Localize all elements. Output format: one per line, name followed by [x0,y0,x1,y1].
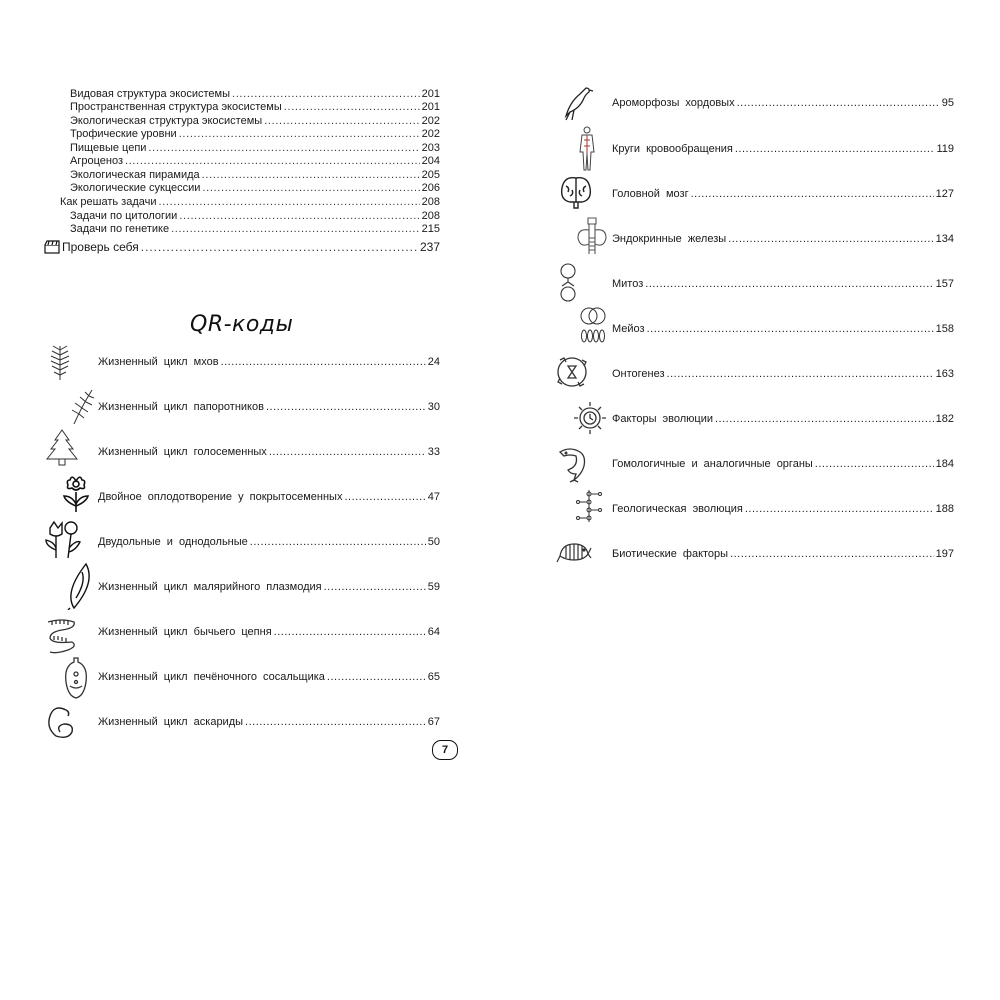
qr-entry[interactable]: Жизненный цикл печёночного сосальщика ..... 65 [98,671,440,684]
toc-entry[interactable]: Агроценоз . . . 204 [70,155,440,168]
qr-entry[interactable]: Онтогенез ..... 163 [612,368,954,381]
flower-icon [56,474,96,514]
thyroid-icon [572,216,612,256]
qr-entry[interactable]: Факторы эволюции ..... 182 [612,413,954,426]
ontogenesis-icon [554,354,590,390]
fern-icon [62,386,102,426]
meiosis-icon [578,306,608,346]
qr-entry[interactable]: Жизненный цикл папоротников ..... 30 [98,401,440,414]
qr-entry[interactable]: Жизненный цикл мхов ..... 24 [98,356,440,369]
toc-entry[interactable]: Экологическая структура экосистемы . . . 202 [70,115,440,128]
toc-entry-check-yourself[interactable]: Проверь себя . . . 237 [62,241,440,254]
roundworm-icon [40,702,80,742]
dolphin-icon [556,444,596,484]
fluke-icon [56,656,96,700]
mitosis-icon [554,262,582,304]
fir-tree-icon [42,428,82,468]
right-page [500,0,1000,1000]
toc-entry[interactable]: Трофические уровни . . . 202 [70,128,440,141]
qr-entry[interactable]: Ароморфозы хордовых ..... 95 [612,97,954,110]
qr-codes-heading: QR-коды [190,312,294,337]
qr-entry[interactable]: Эндокринные железы ..... 134 [612,233,954,246]
qr-entry[interactable]: Гомологичные и аналогичные органы ..... 184 [612,458,954,471]
toc-entry[interactable]: Задачи по генетике . . . 215 [70,223,440,236]
toc-entry[interactable]: Видовая структура экосистемы . . . 201 [70,88,440,101]
qr-entry[interactable]: Биотические факторы ..... 197 [612,548,954,561]
qr-entry[interactable]: Мейоз ..... 158 [612,323,954,336]
tapeworm-icon [42,616,82,656]
gear-clock-icon [572,400,608,436]
page-number: 7 [432,740,458,760]
toc-entry[interactable]: Как решать задачи . . . 208 [60,196,440,209]
qr-entry[interactable]: Жизненный цикл бычьего цепня ..... 64 [98,626,440,639]
circulation-icon [574,126,600,172]
qr-entry[interactable]: Двудольные и однодольные ..... 50 [98,536,440,549]
qr-entry[interactable]: Головной мозг ..... 127 [612,188,954,201]
toc-entry[interactable]: Задачи по цитологии . . . 208 [70,210,440,223]
qr-entry[interactable]: Жизненный цикл голосеменных ..... 33 [98,446,440,459]
tulip-icon [42,520,82,560]
toc-entry[interactable]: Пространственная структура экосистемы . . . 201 [70,101,440,114]
moss-icon [40,342,80,382]
qr-entry[interactable]: Круги кровообращения ..... 119 [612,143,954,156]
toc-entry[interactable]: Экологическая пирамида . . . 205 [70,169,440,182]
clapperboard-icon [44,240,60,254]
qr-entry[interactable]: Жизненный цикл аскариды ..... 67 [98,716,440,729]
toc-entry[interactable]: Экологические сукцессии . . . 206 [70,182,440,195]
timeline-icon [574,488,604,524]
toc-entry[interactable]: Пищевые цепи . . . 203 [70,142,440,155]
qr-entry[interactable]: Геологическая эволюция ..... 188 [612,503,954,516]
shrimp-icon [556,536,592,568]
qr-entry[interactable]: Двойное оплодотворение у покрытосеменных ..... 47 [98,491,440,504]
qr-entry[interactable]: Митоз ..... 157 [612,278,954,291]
brain-icon [556,172,596,212]
bird-icon [556,82,596,122]
qr-entry[interactable]: Жизненный цикл малярийного плазмодия ..... 59 [98,581,440,594]
plasmodium-icon [60,562,100,610]
